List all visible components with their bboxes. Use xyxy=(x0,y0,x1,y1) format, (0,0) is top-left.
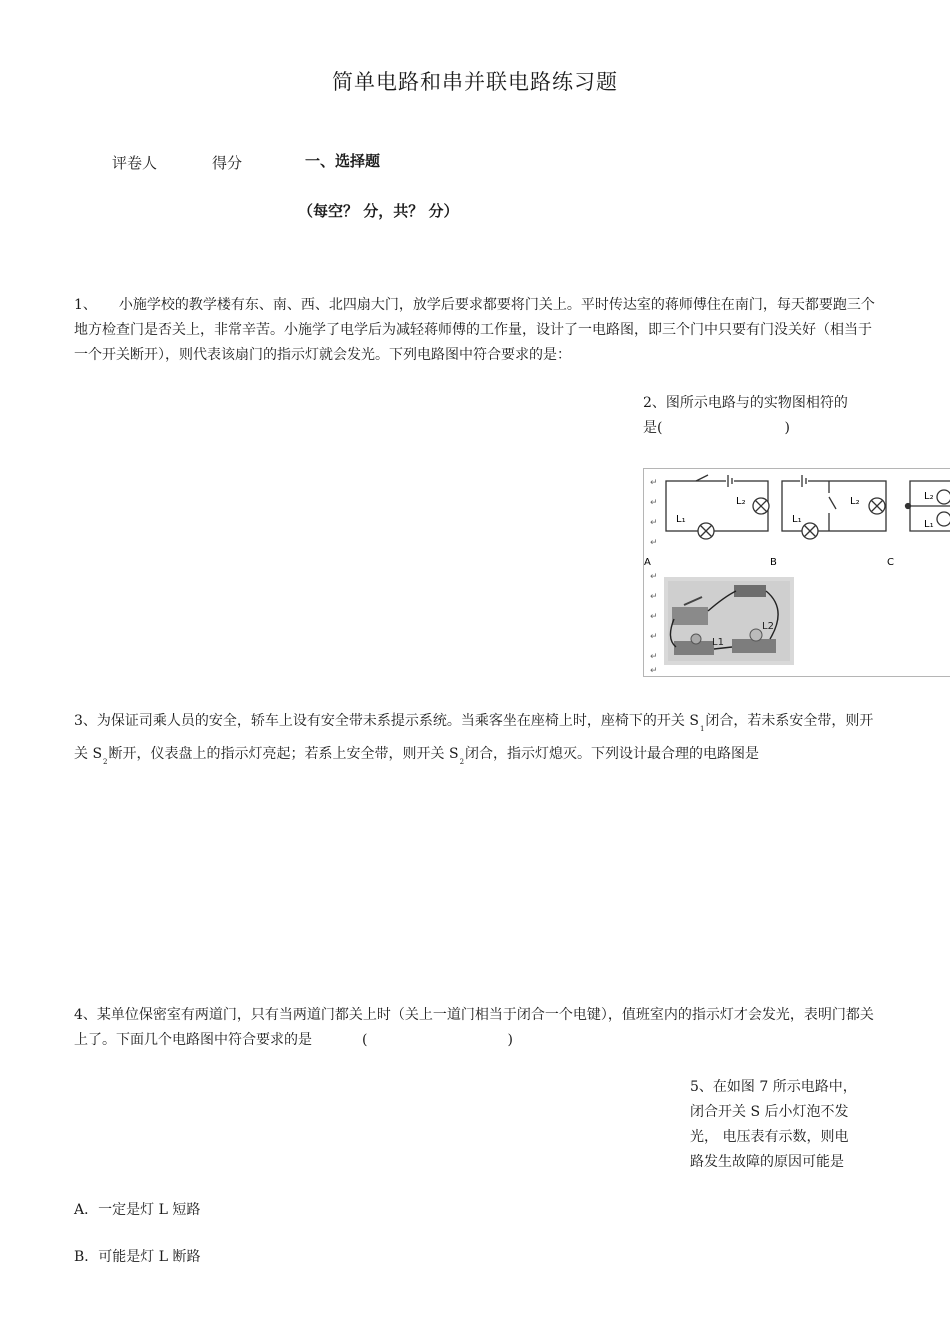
return-marker: ↵ xyxy=(650,478,658,488)
circuit-diagram-svg xyxy=(644,469,950,676)
return-marker: ↵ xyxy=(650,538,658,548)
question-3 xyxy=(74,709,880,775)
question-5-line: 5、在如图 7 所示电路中， xyxy=(690,1079,857,1095)
question-4-text: 4、某单位保密室有两道门，只有当两道门都关上时（关上一道门相当于闭合一个电键），值班室内的指示灯才会发光，表明门都关上了。下面几个电路图中符合要求的是 xyxy=(74,1007,874,1048)
question-2-prefix: 是( xyxy=(643,420,663,436)
label-l1: L₁ xyxy=(792,514,802,525)
option-c-label: C xyxy=(887,557,894,568)
question-2-line1: 2、图所示电路与的实物图相符的 xyxy=(643,395,848,411)
option-a-label: A． xyxy=(74,1202,99,1218)
circuit-b xyxy=(782,475,886,539)
label-l2: L₂ xyxy=(736,496,746,507)
question-3-text-4: 闭合，指示灯熄灭。下列设计最合理的电路图是 xyxy=(465,746,760,762)
grader-label: 评卷人 xyxy=(112,154,158,172)
subscript-1: 1 xyxy=(699,725,705,733)
physical-circuit-photo xyxy=(664,577,794,665)
option-b-text: 可能是灯 L 断路 xyxy=(98,1249,201,1265)
section-note: （每空？ 分，共？ 分） xyxy=(298,202,459,220)
photo-label-l2: L2 xyxy=(762,621,774,632)
label-l2: L₂ xyxy=(924,491,934,502)
subscript-2: 2 xyxy=(103,758,108,766)
question-5 xyxy=(690,1075,890,1175)
section-title: 一、选择题 xyxy=(305,152,381,170)
photo-label-l1: L1 xyxy=(712,637,724,648)
circuit-figure xyxy=(643,468,950,677)
return-marker: ↵ xyxy=(650,518,658,528)
return-marker: ↵ xyxy=(650,572,658,582)
option-a xyxy=(74,1199,200,1219)
question-4-paren-open: ( xyxy=(362,1032,368,1048)
return-marker: ↵ xyxy=(650,592,658,602)
option-b-label: B xyxy=(770,557,777,568)
question-2 xyxy=(643,391,883,441)
return-marker: ↵ xyxy=(650,632,658,642)
question-1 xyxy=(74,293,880,368)
question-4 xyxy=(74,1003,880,1053)
question-5-line: 闭合开关 S 后小灯泡不发 xyxy=(690,1104,849,1120)
return-marker: ↵ xyxy=(650,498,658,508)
circuit-a xyxy=(666,475,769,539)
question-2-suffix: ) xyxy=(784,420,790,436)
return-marker: ↵ xyxy=(650,652,658,662)
return-marker: ↵ xyxy=(650,612,658,622)
label-l1: L₁ xyxy=(676,514,686,525)
question-5-line: 光， 电压表有示数，则电 xyxy=(690,1129,849,1145)
question-1-number: 1、 xyxy=(74,297,97,313)
option-b xyxy=(74,1246,201,1266)
label-l2: L₂ xyxy=(850,496,860,507)
question-1-text: 小施学校的教学楼有东、南、西、北四扇大门，放学后要求都要将门关上。平时传达室的蒋师傅住在南门，每天都要跑三个地方检查门是否关上，非常辛苦。小施学了电学后为减轻蒋师傅的工作量，设计了一电路图，即三个门中只要有门没关好（相当于一个开关断开），则代表该扇门的指示灯就会发光。下列电路图中符合要求的是： xyxy=(74,297,875,363)
label-l1: L₁ xyxy=(924,519,934,530)
page-title: 简单电路和串并联电路练习题 xyxy=(332,70,618,94)
option-b-label: B． xyxy=(74,1249,99,1265)
subscript-2b: 2 xyxy=(459,758,465,766)
question-3-text-1: 3、为保证司乘人员的安全，轿车上设有安全带未系提示系统。当乘客坐在座椅上时，座椅下的开关 S xyxy=(74,713,699,729)
score-label: 得分 xyxy=(212,154,243,172)
return-marker: ↵ xyxy=(650,666,658,676)
question-5-line: 路发生故障的原因可能是 xyxy=(690,1154,844,1170)
question-3-text-3: 断开，仪表盘上的指示灯亮起；若系上安全带，则开关 S xyxy=(108,746,459,762)
option-a-label: A xyxy=(644,557,651,568)
question-4-paren-close: ) xyxy=(507,1032,513,1048)
question-3-text-2: 闭合，若未系安全带，则开关 S xyxy=(74,713,874,762)
option-a-text: 一定是灯 L 短路 xyxy=(98,1202,201,1218)
